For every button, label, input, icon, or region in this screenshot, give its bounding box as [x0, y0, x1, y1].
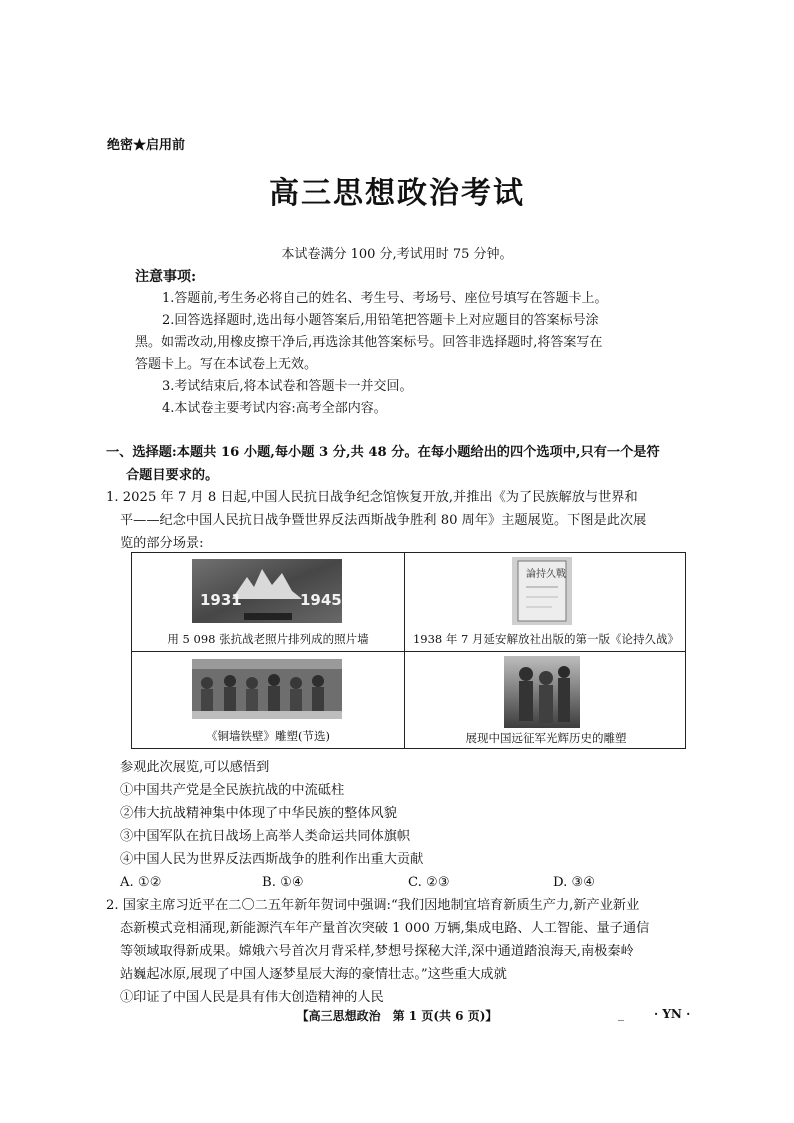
relief-cell [132, 652, 404, 749]
q1-statement-3: ③中国军队在抗日战场上高举人类命运共同体旗帜 [120, 829, 411, 844]
footer-dash: _ [618, 1007, 624, 1021]
year-right-label: 1945 [300, 591, 342, 609]
notice-line-2c: 答题卡上。写在本试卷上无效。 [135, 357, 318, 372]
caption-relief: 《铜墙铁壁》雕塑(节选) [206, 729, 330, 743]
caption-photo-wall: 用 5 098 张抗战老照片排列成的照片墙 [167, 632, 369, 646]
q2-line-3: 等领域取得新成果。嫦娥六号首次月背采样,梦想号探秘大洋,深中通道踏浪海天,南极秦岭 [120, 944, 634, 959]
section-line-2: 合题目要求的。 [126, 468, 219, 483]
notice-heading: 注意事项: [135, 269, 197, 285]
expedition-sculpture-image [504, 656, 580, 728]
q2-line-2: 态新模式竞相涌现,新能源汽车年产量首次突破 1 000 万辆,集成电路、人工智能、量子通信 [120, 921, 650, 936]
q1-option-d[interactable]: D. ③④ [553, 875, 596, 890]
expedition-cell [405, 652, 687, 749]
q1-line-1: 1. 2025 年 7 月 8 日起,中国人民抗日战争纪念馆恢复开放,并推出《为了民族解放与世界和 [106, 490, 638, 505]
footer-code: · YN · [654, 1007, 691, 1021]
book-cell [405, 553, 687, 651]
q2-statement-1: ①印证了中国人民是具有伟大创造精神的人民 [120, 990, 384, 1005]
notice-line-2b: 黑。如需改动,用橡皮擦干净后,再选涂其他答案标号。回答非选择题时,将答案写在 [135, 335, 603, 350]
exam-title: 高三思想政治考试 [269, 176, 525, 211]
q1-statement-2: ②伟大抗战精神集中体现了中华民族的整体风貌 [120, 806, 397, 821]
secret-label: 绝密★启用前 [107, 138, 186, 153]
section-line-1: 一、选择题:本题共 16 小题,每小题 3 分,共 48 分。在每小题给出的四个选项中,只有一个是符 [106, 445, 660, 460]
caption-book: 1938 年 7 月延安解放社出版的第一版《论持久战》 [412, 632, 680, 646]
q1-option-b[interactable]: B. ①④ [262, 875, 304, 890]
section-heading [106, 441, 696, 487]
q1-option-c[interactable]: C. ②③ [408, 875, 450, 890]
relief-sculpture-image [192, 659, 342, 719]
notice-line-1: 1.答题前,考生务必将自己的姓名、考生号、考场号、座位号填写在答题卡上。 [162, 291, 608, 306]
book-image [512, 557, 572, 625]
year-left-label: 1931 [200, 591, 242, 609]
notice-line-4: 4.本试卷主要考试内容:高考全部内容。 [162, 401, 387, 416]
exhibition-photo-grid [131, 552, 686, 749]
photo-wall-image [192, 559, 342, 623]
q1-statement-1: ①中国共产党是全民族抗战的中流砥柱 [120, 783, 345, 798]
caption-expedition: 展现中国远征军光辉历史的雕塑 [465, 731, 627, 745]
q2-line-1: 2. 国家主席习近平在二〇二五年新年贺词中强调:“我们因地制宜培育新质生产力,新产业新业 [106, 898, 640, 913]
notice-line-2a: 2.回答选择题时,选出每小题答案后,用铅笔把答题卡上对应题目的答案标号涂 [162, 313, 599, 328]
exam-meta: 本试卷满分 100 分,考试用时 75 分钟。 [281, 247, 513, 262]
notice-line-3: 3.考试结束后,将本试卷和答题卡一并交回。 [162, 379, 413, 394]
q1-line-3: 览的部分场景: [120, 536, 204, 551]
page-footer: 【高三思想政治 第 1 页(共 6 页)】 [296, 1009, 498, 1023]
q1-line-2: 平——纪念中国人民抗日战争暨世界反法西斯战争胜利 80 周年》主题展览。下图是此次展 [120, 513, 647, 528]
photo-wall-cell [132, 553, 404, 651]
q1-stem: 参观此次展览,可以感悟到 [120, 760, 270, 775]
q1-statement-4: ④中国人民为世界反法西斯战争的胜利作出重大贡献 [120, 852, 424, 867]
q2-line-4: 站巍起冰原,展现了中国人逐梦星辰大海的豪情壮志。”这些重大成就 [120, 967, 507, 982]
book-title-label: 論持久戰 [526, 569, 566, 580]
q1-option-a[interactable]: A. ①② [120, 875, 162, 890]
